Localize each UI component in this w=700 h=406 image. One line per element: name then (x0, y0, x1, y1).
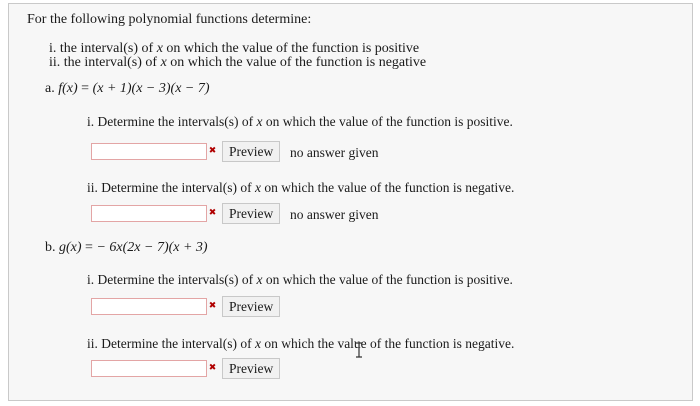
question-b-i (87, 272, 513, 288)
variable: x (256, 272, 263, 287)
problem-panel (8, 3, 693, 401)
question-a-i (87, 114, 513, 130)
error-flag-icon: ✖ (208, 208, 217, 218)
part-b-function (45, 240, 208, 256)
error-flag-icon: ✖ (208, 301, 217, 311)
question-text: ii. Determine the interval(s) of (87, 180, 252, 195)
preview-button-a-ii[interactable]: Preview (222, 203, 280, 224)
function-name: g(x) (59, 240, 82, 255)
answer-input-a-ii[interactable] (91, 205, 207, 222)
list-text: the interval(s) of (63, 55, 158, 70)
answer-input-b-i[interactable] (91, 298, 207, 315)
equals-sign: = (85, 240, 93, 255)
error-flag-icon: ✖ (208, 146, 217, 156)
question-text: i. Determine the intervals(s) of (87, 272, 254, 287)
list-text: the interval(s) of (59, 41, 154, 56)
answer-input-b-ii[interactable] (91, 360, 207, 377)
answer-input-a-i[interactable] (91, 143, 207, 160)
list-item (49, 55, 426, 71)
intro-text: For the following polynomial functions determine: (27, 12, 312, 27)
question-text: on which the value of the function is negative. (264, 336, 515, 351)
part-a-function (45, 81, 210, 97)
list-text: on which the value of the function is positive (166, 41, 420, 56)
list-marker: i. (49, 41, 57, 56)
question-b-ii (87, 336, 514, 352)
answer-status: no answer given (290, 207, 379, 222)
list-text: on which the value of the function is negative (170, 55, 427, 70)
variable: x (256, 114, 263, 129)
variable: x (254, 336, 261, 351)
question-text: i. Determine the intervals(s) of (87, 114, 254, 129)
variable: x (254, 180, 261, 195)
question-text: on which the value of the function is positive. (265, 114, 513, 129)
equals-sign: = (81, 81, 90, 96)
list-marker: ii. (49, 55, 61, 70)
text-cursor-icon (355, 342, 363, 358)
function-expression: (x + 1)(x − 3)(x − 7) (92, 81, 210, 96)
variable: x (160, 55, 167, 70)
answer-status: no answer given (290, 145, 379, 160)
function-name: f(x) (58, 81, 78, 96)
function-expression: − 6x(2x − 7)(x + 3) (96, 240, 208, 255)
error-flag-icon: ✖ (208, 363, 217, 373)
part-label: a. (45, 81, 55, 96)
preview-button-a-i[interactable]: Preview (222, 141, 280, 162)
preview-button-b-ii[interactable]: Preview (222, 358, 280, 379)
preview-button-b-i[interactable]: Preview (222, 296, 280, 317)
part-label: b. (45, 240, 56, 255)
question-a-ii (87, 180, 514, 196)
question-text: on which the value of the function is positive. (265, 272, 513, 287)
question-text: on which the value of the function is negative. (264, 180, 515, 195)
variable: x (156, 41, 163, 56)
question-text: ii. Determine the interval(s) of (87, 336, 252, 351)
